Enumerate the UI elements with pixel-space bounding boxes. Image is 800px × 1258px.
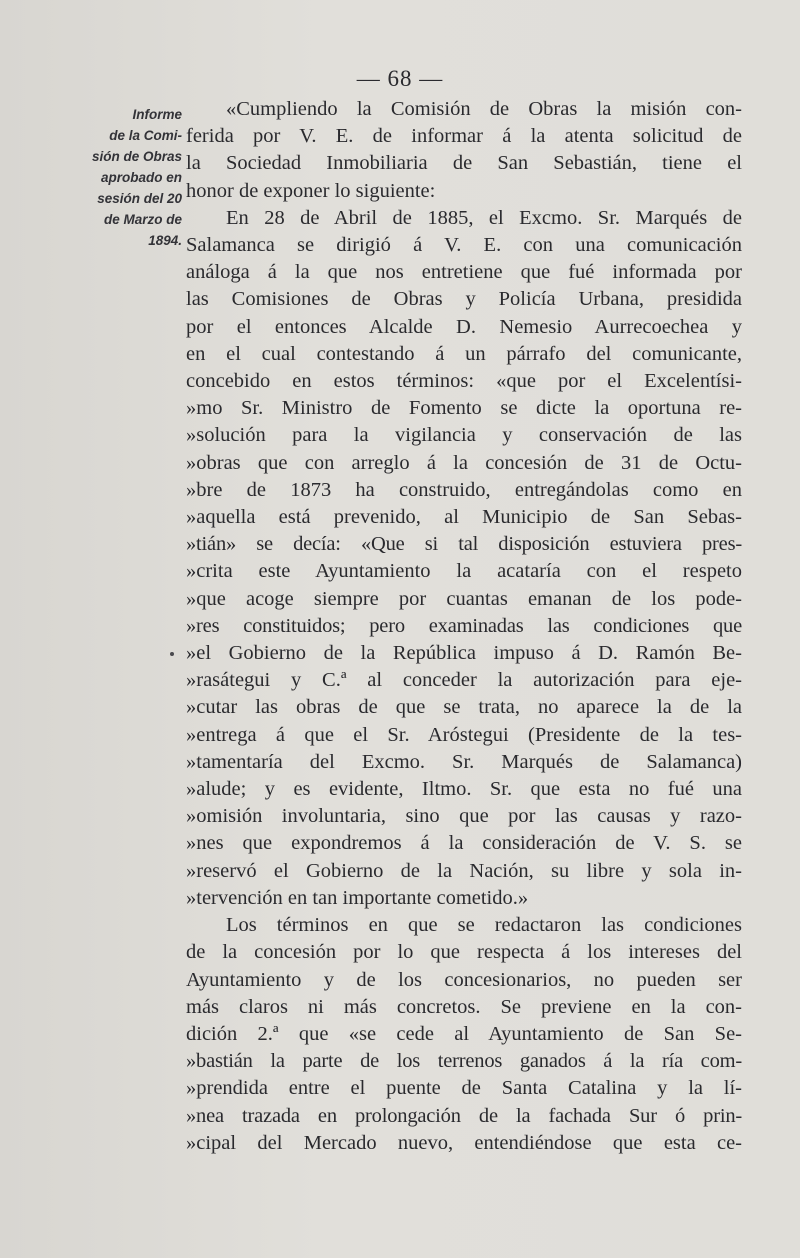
text-line: »res constituidos; pero examinadas las condiciones que [186,614,742,637]
margin-note-line: aprobado en [100,170,182,185]
text-line: por el entonces Alcalde D. Nemesio Aurrecoechea y [186,315,742,338]
text-line: »crita este Ayuntamiento la acataría con el respeto [186,560,742,583]
paper-speck [170,652,174,656]
text-line: »tián» se decía: «Que si tal disposición estuviera pres- [186,533,742,556]
text-line: «Cumpliendo la Comisión de Obras la misión con- [226,98,742,120]
margin-note-line: de Marzo de [103,212,182,227]
text-line: las Comisiones de Obras y Policía Urbana, presidida [186,288,742,311]
text-line: »mo Sr. Ministro de Fomento se dicte la oportuna re- [186,397,742,420]
text-line: en el cual contestando á un párrafo del comunicante, [186,342,742,365]
text-line: análoga á la que nos entretiene que fué informada por [186,261,742,284]
text-line: concebido en estos términos: «que por el Excelentísi- [186,370,742,393]
margin-note-line: de la Comi- [109,128,182,143]
text-line: honor de exponer lo siguiente: [186,179,436,202]
text-line: Salamanca se dirigió á V. E. con una comunicación [186,234,742,257]
text-line: dición 2.ª que «se cede al Ayuntamiento de San Se- [186,1022,742,1045]
text-line: »bastián la parte de los terrenos ganados á la ría com- [186,1050,742,1073]
text-line: »tamentaría del Excmo. Sr. Marqués de Salamanca) [186,750,742,773]
text-line: En 28 de Abril de 1885, el Excmo. Sr. Marqués de [226,206,742,229]
margin-note-line: sión de Obras [91,149,182,164]
text-line: »cutar las obras de que se trata, no aparece la de la [186,696,742,719]
text-line: »rasátegui y C.ª al conceder la autorización para eje- [186,669,742,692]
text-line: »prendida entre el puente de Santa Catalina y la lí- [186,1077,742,1100]
margin-note-line: sesión del 20 [97,191,182,206]
text-line: »cipal del Mercado nuevo, entendiéndose que esta ce- [186,1131,742,1154]
text-line: »solución para la vigilancia y conservación de las [186,424,742,447]
text-line: la Sociedad Inmobiliaria de San Sebastián, tiene el [186,152,742,175]
text-line: »nea trazada en prolongación de la fachada Sur ó prin- [186,1104,742,1127]
text-line: »tervención en tan importante cometido.» [186,886,529,909]
text-line: »obras que con arreglo á la concesión de 31 de Octu- [186,451,742,474]
margin-note-line: Informe [132,107,182,122]
text-line: »el Gobierno de la República impuso á D. Ramón Be- [186,642,742,665]
text-line: »nes que expondremos á la consideración de V. S. se [186,832,742,855]
text-line: »que acoge siempre por cuantas emanan de los pode- [186,587,742,610]
text-line: »aquella está prevenido, al Municipio de San Sebas- [186,506,742,529]
text-line: ferida por V. E. de informar á la atenta solicitud de [186,125,742,148]
text-line: »bre de 1873 ha construido, entregándolas como en [186,478,742,501]
margin-note [72,104,182,251]
body-text [186,96,742,1157]
text-line: »entrega á que el Sr. Aróstegui (Presidente de la tes- [186,723,742,746]
text-line: »reservó el Gobierno de la Nación, su libre y sola in- [186,859,742,882]
text-line: Ayuntamiento y de los concesionarios, no pueden ser [186,968,742,991]
text-line: »omisión involuntaria, sino que por las causas y razo- [186,805,742,828]
text-line: de la concesión por lo que respecta á los intereses del [186,941,742,964]
margin-note-line: 1894. [148,233,182,248]
text-line: más claros ni más concretos. Se previene en la con- [186,995,742,1018]
text-line: Los términos en que se redactaron las condiciones [226,914,742,937]
text-line: »alude; y es evidente, Iltmo. Sr. que esta no fué una [186,778,742,801]
page-number: — 68 — [356,66,444,91]
